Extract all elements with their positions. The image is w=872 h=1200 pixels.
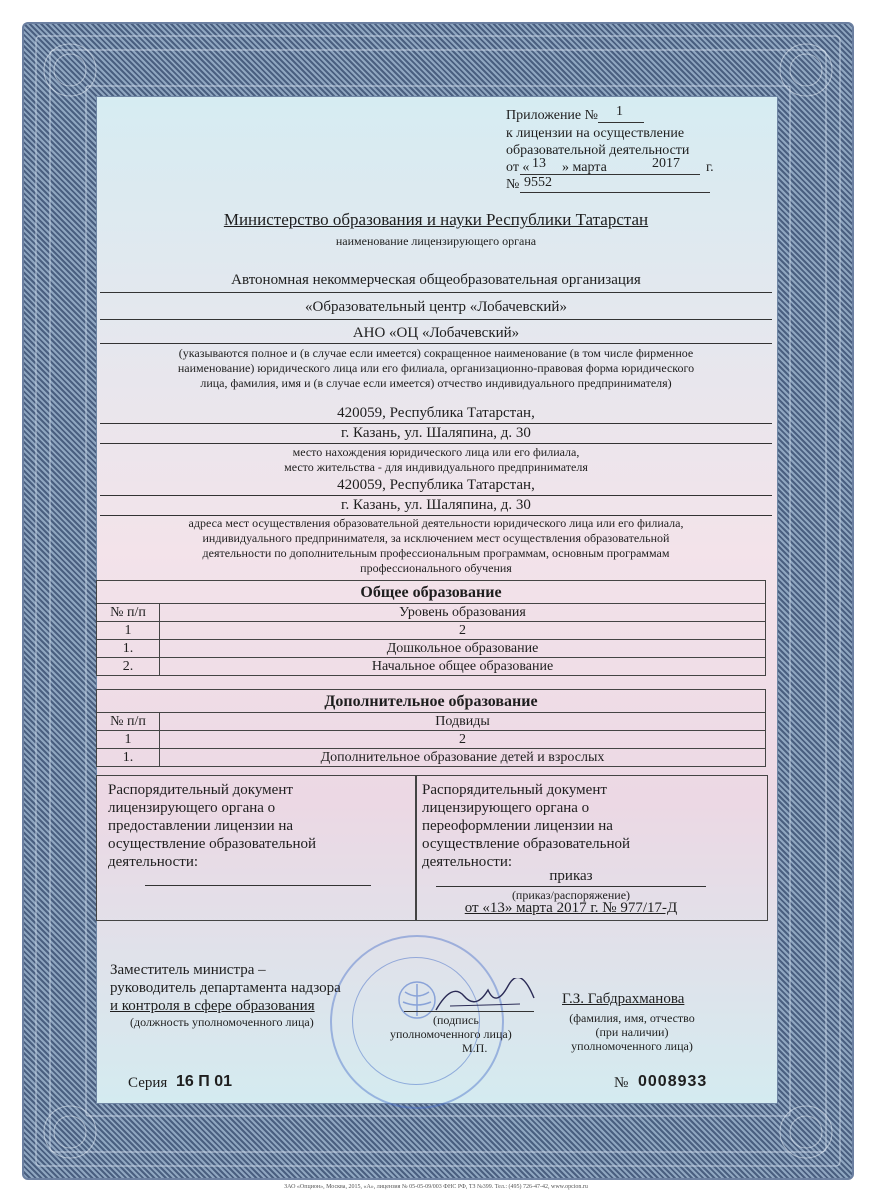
row-number: 2. xyxy=(97,658,160,676)
grant-doc-text xyxy=(108,781,316,871)
column-index: 2 xyxy=(160,622,766,640)
activity-caption4: профессионального обучения xyxy=(360,561,512,575)
underline xyxy=(100,443,772,444)
appendix-label: Приложение № xyxy=(506,108,598,123)
authority-caption: наименование лицензирующего органа xyxy=(335,234,537,248)
table-title: Общее образование xyxy=(97,581,766,604)
additional-education-table xyxy=(96,689,766,767)
activity-caption3: деятельности по дополнительным профессиональным программам, основным программам xyxy=(202,546,670,560)
signatory-position-line: и контроля в сфере образования xyxy=(110,998,315,1014)
seal-place: М.П. xyxy=(462,1041,488,1055)
org-caption3: лица, фамилия, имя и (в случае если имеется) отчество индивидуального предпринимателя) xyxy=(200,376,672,390)
org-line1: Автономная некоммерческая общеобразовательная организация xyxy=(231,272,641,288)
activity-caption2: индивидуального предпринимателя, за исключением мест осуществления образовательной xyxy=(202,531,670,545)
org-caption1: (указываются полное и (в случае если имеется) сокращенное наименование (в том числе фирменное xyxy=(178,346,694,360)
authority-name: Министерство образования и науки Республики Татарстан xyxy=(223,210,649,229)
series-label: Серия xyxy=(128,1075,168,1091)
signature-caption: уполномоченного лица) xyxy=(390,1027,512,1041)
reissue-doc-line: переоформлении лицензии на xyxy=(422,818,613,834)
grant-doc-blank xyxy=(145,885,371,886)
appendix-date-from: от « xyxy=(506,160,530,175)
signature-caption: (подпись xyxy=(433,1013,479,1027)
reissue-doc-line: лицензирующего органа о xyxy=(422,800,590,816)
activity-address-line2: г. Казань, ул. Шаляпина, д. 30 xyxy=(341,497,531,513)
reissue-doc-type: приказ xyxy=(549,868,593,884)
underline xyxy=(598,122,644,123)
signatory-name: Г.З. Габдрахманова xyxy=(562,991,685,1007)
appendix-date-year: 2017 xyxy=(652,156,680,171)
name-caption: (при наличии) xyxy=(595,1025,669,1039)
column-index: 1 xyxy=(97,731,160,749)
underline xyxy=(100,423,772,424)
reissue-doc-text xyxy=(422,781,630,871)
appendix-line2: к лицензии на осуществление xyxy=(506,126,685,141)
grant-doc-line: Распорядительный документ xyxy=(108,782,293,798)
underline xyxy=(100,292,772,293)
table-row xyxy=(97,749,766,767)
appendix-line3: образовательной деятельности xyxy=(506,143,690,158)
reissue-doc-type-caption: (приказ/распоряжение) xyxy=(511,888,631,902)
printer-footer: ЗАО «Опцион», Москва, 2015, «А», лицензия № 05-05-09/003 ФНС РФ, ТЗ №399. Тел.: (495) 726-47-42, www.opcion.ru xyxy=(284,1184,588,1190)
column-header-level: Уровень образования xyxy=(160,604,766,622)
activity-address-line1: 420059, Республика Татарстан, xyxy=(337,477,535,493)
location-line1: 420059, Республика Татарстан, xyxy=(337,405,535,421)
table-row xyxy=(97,640,766,658)
underline xyxy=(100,319,772,320)
underline xyxy=(100,495,772,496)
column-header-subtype: Подвиды xyxy=(160,713,766,731)
appendix-num-value: 9552 xyxy=(524,175,552,190)
appendix-date-end: г. xyxy=(706,160,714,175)
general-education-table xyxy=(96,580,766,676)
org-short-name: АНО «ОЦ «Лобачевский» xyxy=(352,325,520,341)
row-number: 1. xyxy=(97,749,160,767)
column-header-number: № п/п xyxy=(97,604,160,622)
table-title: Дополнительное образование xyxy=(97,690,766,713)
grant-doc-line: предоставлении лицензии на xyxy=(108,818,294,834)
reissue-doc-date: от «13» марта 2017 г. № 977/17-Д xyxy=(464,900,678,916)
org-caption2: наименование) юридического лица или его филиала, организационно-правовая форма юридического xyxy=(177,361,695,375)
name-caption: (фамилия, имя, отчество xyxy=(569,1011,695,1025)
grant-doc-line: деятельности: xyxy=(108,854,199,870)
signature-line xyxy=(404,1011,534,1012)
activity-caption1: адреса мест осуществления образовательной деятельности юридического лица или его филиала, xyxy=(188,516,684,530)
location-caption1: место нахождения юридического лица или его филиала, xyxy=(292,445,580,459)
position-caption: (должность уполномоченного лица) xyxy=(130,1015,314,1029)
column-index: 1 xyxy=(97,622,160,640)
grant-doc-line: осуществление образовательной xyxy=(108,836,316,852)
column-index: 2 xyxy=(160,731,766,749)
name-caption: уполномоченного лица) xyxy=(571,1039,693,1053)
signature xyxy=(430,978,540,1018)
row-name: Дополнительное образование детей и взрослых xyxy=(160,749,766,767)
underline xyxy=(100,343,772,344)
grant-doc-line: лицензирующего органа о xyxy=(108,800,276,816)
reissue-doc-line: деятельности: xyxy=(422,854,513,870)
row-number: 1. xyxy=(97,640,160,658)
table-row xyxy=(97,658,766,676)
appendix-date-day: 13 xyxy=(532,156,546,171)
blank-number-label: № xyxy=(614,1075,629,1091)
signatory-position xyxy=(110,961,341,1015)
location-caption2: место жительства - для индивидуального предпринимателя xyxy=(284,460,588,474)
reissue-doc-line: осуществление образовательной xyxy=(422,836,630,852)
appendix-date-month: » марта xyxy=(562,160,607,175)
org-line2: «Образовательный центр «Лобачевский» xyxy=(305,299,567,315)
underline xyxy=(436,886,706,887)
appendix-number: 1 xyxy=(616,104,623,119)
blank-number-value: 0008933 xyxy=(638,1073,708,1090)
signatory-position-line: Заместитель министра – xyxy=(110,962,266,978)
location-line2: г. Казань, ул. Шаляпина, д. 30 xyxy=(341,425,531,441)
row-name: Дошкольное образование xyxy=(160,640,766,658)
appendix-num-label: № xyxy=(506,177,520,192)
underline xyxy=(520,192,710,193)
series-value: 16 П 01 xyxy=(176,1073,232,1090)
column-header-number: № п/п xyxy=(97,713,160,731)
row-name: Начальное общее образование xyxy=(160,658,766,676)
signatory-position-line: руководитель департамента надзора xyxy=(110,980,341,996)
reissue-doc-line: Распорядительный документ xyxy=(422,782,607,798)
